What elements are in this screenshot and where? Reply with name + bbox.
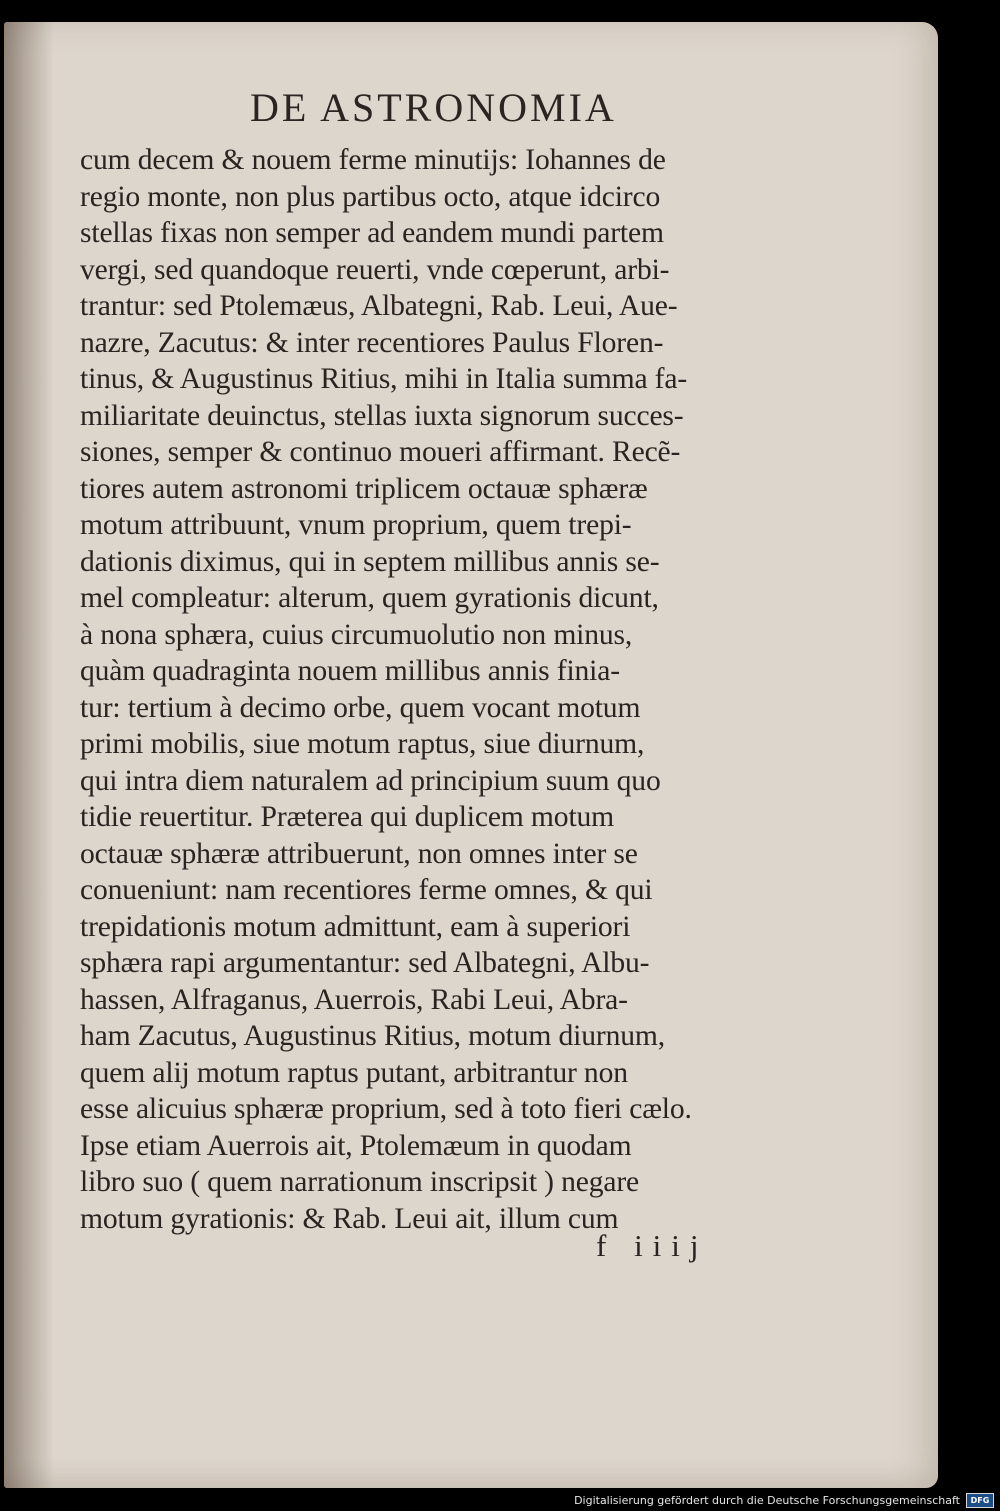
text-line: primi mobilis, siue motum raptus, siue diurnum,	[80, 728, 645, 760]
text-line: esse alicuius sphæræ proprium, sed à toto fieri cælo.	[80, 1093, 692, 1125]
text-line: nazre, Zacutus: & inter recentiores Paulus Floren-	[80, 326, 664, 359]
text-line: qui intra diem naturalem ad principium suum quo	[80, 764, 661, 797]
text-line: conueniunt: nam recentiores ferme omnes, & qui	[80, 874, 653, 906]
text-line: hassen, Alfraganus, Auerrois, Rabi Leui, Abra-	[80, 983, 628, 1016]
dfg-logo-icon: DFG	[966, 1493, 994, 1508]
text-line: sphæra rapi argumentantur: sed Albategni, Albu-	[80, 947, 650, 979]
text-line: tiores autem astronomi triplicem octauæ sphæræ	[80, 472, 648, 505]
text-line: à nona sphæra, cuius circumuolutio non minus,	[80, 618, 633, 651]
text-line: cum decem & nouem ferme minutijs: Iohannes de	[80, 144, 666, 176]
text-line: dationis diximus, qui in septem millibus annis se-	[80, 545, 660, 578]
running-head: DE ASTRONOMIA	[250, 85, 617, 130]
text-line: tur: tertium à decimo orbe, quem vocant motum	[80, 691, 641, 724]
footer	[574, 1491, 994, 1509]
text-line: tidie reuertitur. Præterea qui duplicem motum	[80, 801, 615, 833]
text-line: quàm quadraginta nouem millibus annis finia-	[80, 655, 620, 687]
page-gutter-shadow	[4, 22, 54, 1488]
text-line: trantur: sed Ptolemæus, Albategni, Rab. Leui, Aue-	[80, 290, 678, 322]
text-line: libro suo ( quem narrationum inscripsit ) negare	[80, 1166, 640, 1198]
text-line: stellas fixas non semper ad eandem mundi partem	[80, 217, 664, 249]
text-line: Ipse etiam Auerrois ait, Ptolemæum in quodam	[80, 1129, 632, 1162]
text-line: trepidationis motum admittunt, eam à superiori	[80, 910, 631, 943]
footer-credit: Digitalisierung gefördert durch die Deutsche Forschungsgemeinschaft	[574, 1493, 960, 1507]
text-line: mel compleatur: alterum, quem gyrationis dicunt,	[80, 582, 659, 614]
text-line: motum gyrationis: & Rab. Leui ait, illum cum	[80, 1202, 619, 1235]
text-line: motum attribuunt, vnum proprium, quem trepi-	[80, 509, 632, 541]
text-line: quem alij motum raptus putant, arbitrantur non	[80, 1056, 628, 1089]
text-line: ham Zacutus, Augustinus Ritius, motum diurnum,	[80, 1020, 665, 1052]
text-line: siones, semper & continuo moueri affirmant. Recẽ-	[80, 436, 681, 468]
text-line: tinus, & Augustinus Ritius, mihi in Italia summa fa-	[80, 363, 688, 395]
body-text	[80, 142, 780, 1237]
text-line: miliaritate deuinctus, stellas iuxta signorum succes-	[80, 399, 684, 432]
signature-mark: f iiij	[596, 1228, 709, 1263]
text-line: vergi, sed quandoque reuerti, vnde cœperunt, arbi-	[80, 253, 670, 286]
text-line: octauæ sphæræ attribuerunt, non omnes inter se	[80, 837, 638, 870]
text-line: regio monte, non plus partibus octo, atque idcirco	[80, 180, 661, 213]
